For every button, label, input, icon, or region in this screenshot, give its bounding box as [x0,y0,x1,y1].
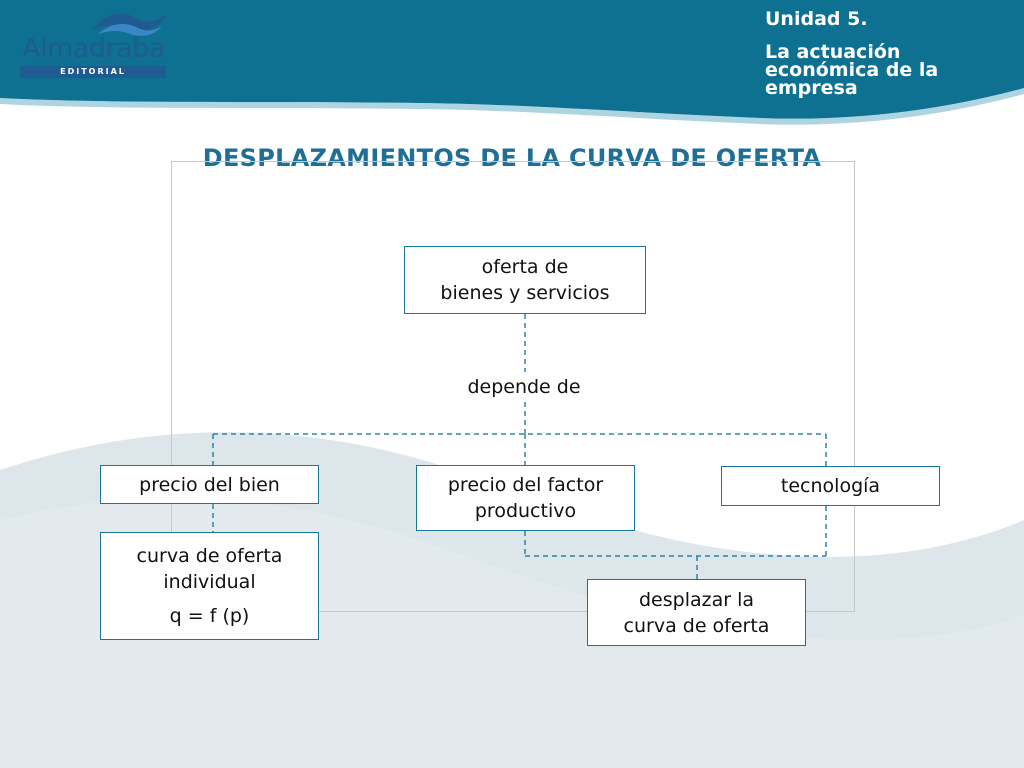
supply-formula: q = f (p) [169,605,250,627]
logo-wordmark: Almadraba [22,33,165,64]
node-text: tecnología [780,475,881,497]
logo-subtitle: EDITORIAL [20,66,166,78]
connector-label: depende de [467,376,581,398]
unit-topic-line: económica de la [765,59,939,81]
node-factor-price [416,465,635,531]
unit-label: Unidad 5. [765,8,868,30]
node-text: curva de oferta [136,545,283,567]
node-text: precio del factor [447,474,604,496]
node-text: precio del bien [139,473,280,496]
node-technology [721,466,940,506]
node-supply-goods-services [404,246,646,314]
slide-title: DESPLAZAMIENTOS DE LA CURVA DE OFERTA [202,144,822,172]
node-text: desplazar la [638,588,755,611]
node-text: individual [163,571,256,593]
node-text: productivo [474,500,577,522]
node-text: bienes y servicios [440,282,610,304]
node-good-price [100,465,319,504]
node-text: oferta de [481,256,569,278]
node-individual-supply-curve [100,532,319,640]
unit-topic-line: La actuación [765,41,901,63]
unit-topic-line: empresa [765,77,858,99]
node-text: curva de oferta [623,614,770,637]
node-shift-supply-curve [587,579,806,646]
